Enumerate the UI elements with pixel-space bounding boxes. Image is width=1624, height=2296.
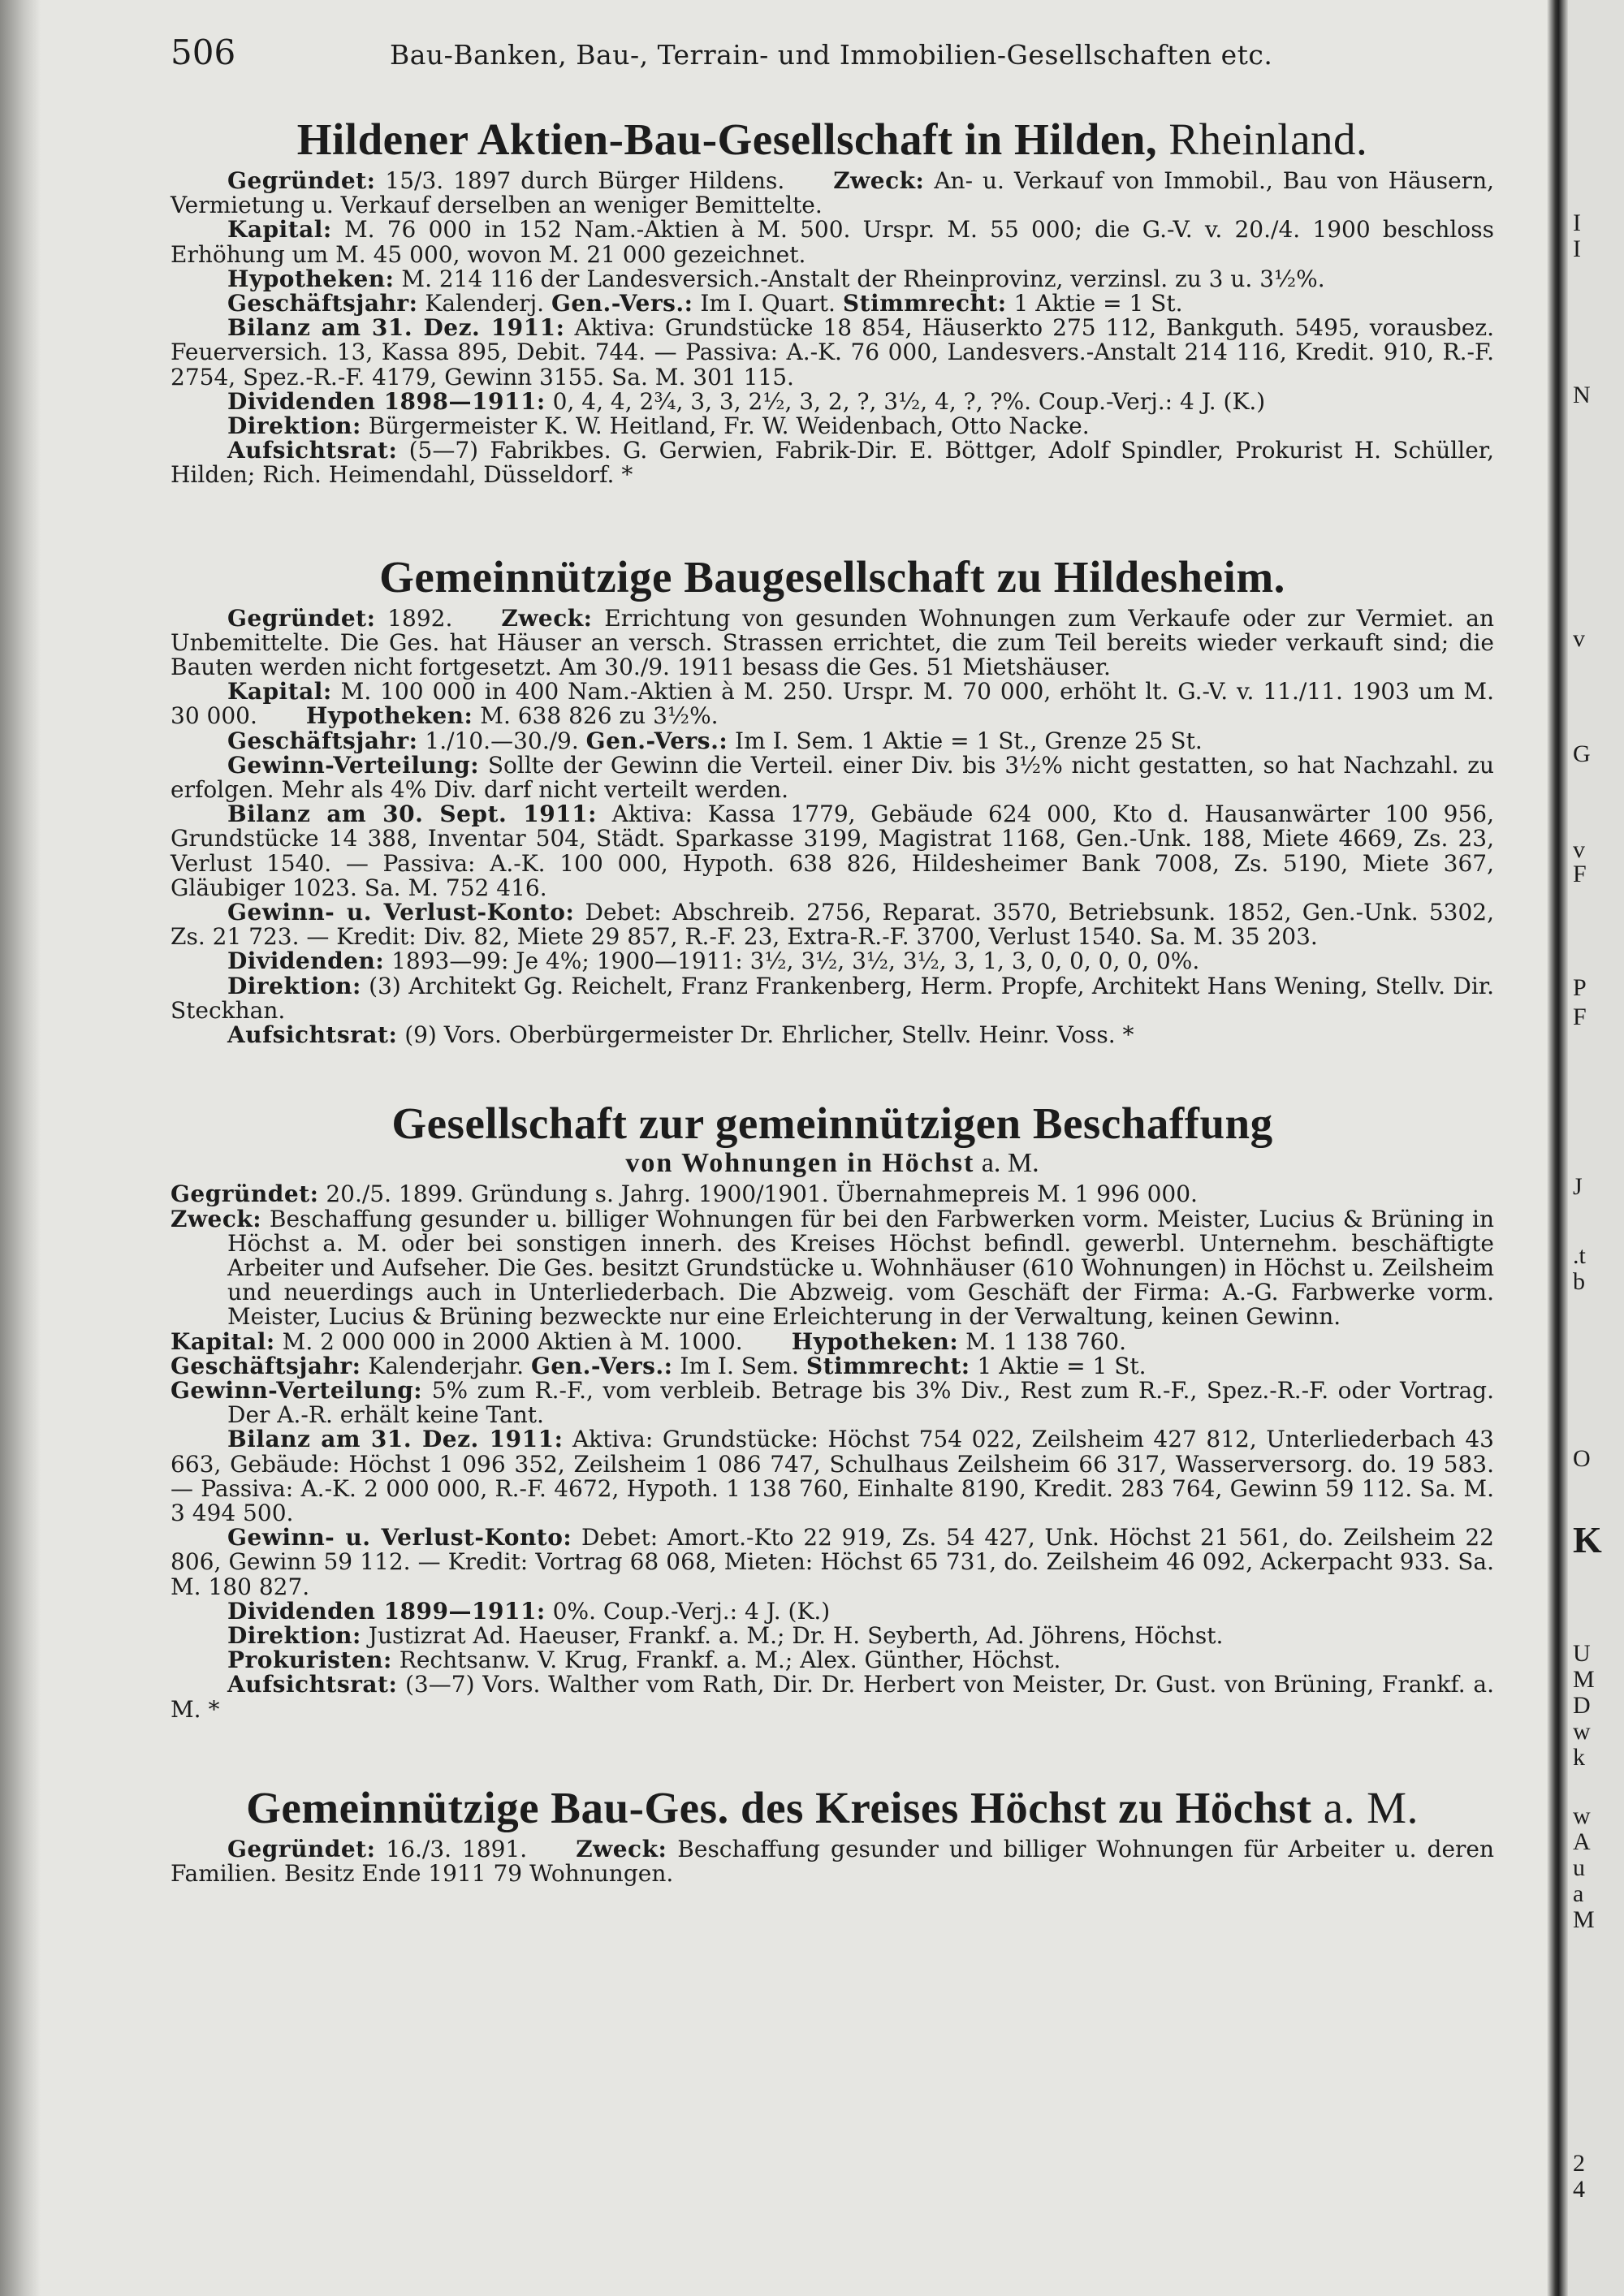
next-page-fragment: O: [1573, 1445, 1591, 1472]
next-page-fragment: P: [1573, 974, 1587, 1001]
entry-title: Gemeinnützige Bau-Ges. des Kreises Höchst zu Höchst a. M.: [246, 1782, 1419, 1832]
entry-field: Geschäftsjahr: 1./10.—30./9. Gen.-Vers.: Im I. Sem. 1 Aktie = 1 St., Grenze 25 St.: [227, 727, 1203, 754]
next-page-fragment: M: [1573, 1666, 1595, 1693]
entry-field: Aufsichtsrat: (9) Vors. Oberbürgermeister Dr. Ehrlicher, Stellv. Heinr. Voss. *: [227, 1021, 1134, 1049]
next-page-fragment: .t: [1573, 1242, 1586, 1269]
entry-field: Zweck: Beschaffung gesunder u. billiger Wohnungen für bei den Farbwerken vorm. Meister, Lucius & Brüning in Höchst a. M. oder bei sonstigen innerh. des Kreises Höchst befindl. gewerbl. Unternehm. beschäftigte Arbeiter und Aufseher. Die Ges. besitzt Grundstücke u. Wohnhäuser (610 Wohnungen) in Höchst u. Zeilsheim und neuerdings auch in Unterliederbach. Die Abzweig. vom Geschäft der Firma: A.-G. Farbwerke vorm. Meister, Lucius & Brüning bezweckte nur eine Erleichterung in der Verwaltung, keinen Gewinn.: [171, 1205, 1494, 1331]
book-fold-shadow: [1547, 0, 1568, 2296]
company-entry: [171, 1779, 1494, 1886]
next-page-fragment: N: [1573, 382, 1591, 408]
entry-field: Dividenden 1898—1911: 0, 4, 4, 2¾, 3, 3, 2½, 3, 2, ?, 3½, 4, ?, ?%. Coup.-Verj.: 4 J. (K.): [227, 387, 1266, 415]
company-entry: [171, 548, 1494, 1048]
entry-field: Bilanz am 30. Sept. 1911: Aktiva: Kassa 1779, Gebäude 624 000, Kto d. Hausanwärter 100 956, Grundstücke 14 388, Inventar 504, Städt. Sparkasse 3199, Magistrat 1168, Gen.-Unk. 188, Miete 4669, Zs. 23, Verlust 1540. — Passiva: A.-K. 100 000, Hypoth. 638 826, Hildesheimer Bank 7008, Zs. 5190, Miete 367, Gläubiger 1023. Sa. M. 752 416.: [171, 801, 1495, 901]
next-page-fragment: K: [1573, 1519, 1602, 1560]
entry-field: Gegründet: 16./3. 1891. Zweck: Beschaffung gesunder und billiger Wohnungen für Arbeiter u. deren Familien. Besitz Ende 1911 79 Wohnungen.: [171, 1835, 1495, 1887]
entry-field: Dividenden 1899—1911: 0%. Coup.-Verj.: 4 J. (K.): [227, 1597, 831, 1625]
next-page-fragment: I: [1573, 209, 1581, 236]
entry-title: Gemeinnützige Baugesellschaft zu Hildesheim.: [379, 551, 1285, 602]
entry-title: Gesellschaft zur gemeinnützigen Beschaffung: [391, 1098, 1273, 1149]
next-page-fragment: A: [1573, 1828, 1591, 1855]
entry-field: Kapital: M. 100 000 in 400 Nam.-Aktien à M. 250. Urspr. M. 70 000, erhöht lt. G.-V. v. 11./11. 1903 um M. 30 000. Hypotheken: M. 638 826 zu 3½%.: [171, 678, 1494, 730]
company-entry: [171, 1094, 1494, 1721]
entry-field: Direktion: Bürgermeister K. W. Heitland, Fr. W. Weidenbach, Otto Nacke.: [227, 412, 1090, 440]
next-page-fragment: F: [1573, 861, 1587, 887]
page-number: 506: [171, 32, 236, 72]
next-page-fragment: k: [1573, 1744, 1585, 1771]
next-page-fragment: v: [1573, 836, 1585, 863]
entry-body: [171, 1182, 1494, 1721]
entry-field: Gewinn- u. Verlust-Konto: Debet: Abschreib. 2756, Reparat. 3570, Betriebsunk. 1852, Gen.-Unk. 5302, Zs. 21 723. — Kredit: Div. 82, Miete 29 857, R.-F. 23, Extra-R.-F. 3700, Verlust 1540. Sa. M. 35 203.: [171, 899, 1495, 951]
entry-field: Gegründet: 15/3. 1897 durch Bürger Hildens. Zweck: An- u. Verkauf von Immobil., Bau von Häusern, Vermietung u. Verkauf derselben an weniger Bemittelte.: [171, 167, 1494, 219]
next-page-fragment: J: [1573, 1173, 1583, 1200]
entry-field: Gegründet: 1892. Zweck: Errichtung von gesunden Wohnungen zum Verkaufe oder zur Vermiet. an Unbemittelte. Die Ges. hat Häuser an versch. Strassen errichtet, die zum Teil bereits wieder verkauft sind; die Bauten werden nicht fortgesetzt. Am 30./9. 1911 besass die Ges. 51 Mietshäuser.: [171, 604, 1494, 681]
entry-field: Gewinn-Verteilung: 5% zum R.-F., vom verbleib. Betrage bis 3% Div., Rest zum R.-F., Spez.-R.-F. oder Vortrag. Der A.-R. erhält keine Tant.: [171, 1376, 1494, 1429]
entry-field: Aufsichtsrat: (5—7) Fabrikbes. G. Gerwien, Fabrik-Dir. E. Böttger, Adolf Spindler, Prokurist H. Schüller, Hilden; Rich. Heimendahl, Düsseldorf. *: [171, 437, 1494, 489]
entry-field: Geschäftsjahr: Kalenderjahr. Gen.-Vers.: Im I. Sem. Stimmrecht: 1 Aktie = 1 St.: [171, 1352, 1147, 1379]
entry-field: Kapital: M. 76 000 in 152 Nam.-Aktien à M. 500. Urspr. M. 55 000; die G.-V. v. 20./4. 1900 beschloss Erhöhung um M. 45 000, wovon M. 21 000 gezeichnet.: [171, 216, 1494, 268]
company-entry: [171, 110, 1494, 488]
running-title: Bau-Banken, Bau-, Terrain- und Immobilien-Gesellschaften etc.: [390, 39, 1273, 71]
next-page-fragment: U: [1573, 1640, 1591, 1667]
entry-body: [171, 606, 1494, 1048]
next-page-edge: [1568, 0, 1624, 2296]
next-page-fragment: w: [1573, 1802, 1591, 1829]
next-page-fragment: a: [1573, 1880, 1584, 1907]
next-page-fragment: 4: [1573, 2176, 1585, 2203]
next-page-fragment: I: [1573, 235, 1581, 262]
entry-subtitle: von Wohnungen in Höchst a. M.: [625, 1148, 1039, 1179]
next-page-fragment: v: [1573, 625, 1585, 652]
page-content: [171, 32, 1494, 1886]
page-gutter-shadow: [0, 0, 41, 2296]
running-head: [171, 32, 1494, 81]
next-page-fragment: 2: [1573, 2150, 1585, 2177]
next-page-fragment: G: [1573, 740, 1591, 767]
entry-field: Gewinn-Verteilung: Sollte der Gewinn die Verteil. einer Div. bis 3½% nicht gestatten, so hat Nachzahl. zu erfolgen. Mehr als 4% Div. darf nicht verteilt werden.: [171, 751, 1494, 804]
entry-field: Kapital: M. 2 000 000 in 2000 Aktien à M. 1000. Hypotheken: M. 1 138 760.: [171, 1327, 1126, 1355]
entry-field: Direktion: (3) Architekt Gg. Reichelt, Franz Frankenberg, Herm. Propfe, Architekt Hans Wening, Stellv. Dir. Steckhan.: [171, 972, 1494, 1024]
next-page-fragment: F: [1573, 1003, 1587, 1030]
entry-field: Prokuristen: Rechtsanw. V. Krug, Frankf. a. M.; Alex. Günther, Höchst.: [227, 1646, 1061, 1674]
entry-field: Gegründet: 20./5. 1899. Gründung s. Jahrg. 1900/1901. Übernahmepreis M. 1 996 000.: [171, 1180, 1198, 1208]
entry-field: Bilanz am 31. Dez. 1911: Aktiva: Grundstücke 18 854, Häuserkto 275 112, Bankguth. 5495, vorausbez. Feuerversich. 13, Kassa 895, Debit. 744. — Passiva: A.-K. 76 000, Landesvers.-Anstalt 214 116, Kredit. 910, R.-F. 2754, Spez.-R.-F. 4179, Gewinn 3155. Sa. M. 301 115.: [171, 314, 1494, 391]
entry-field: Aufsichtsrat: (3—7) Vors. Walther vom Rath, Dir. Dr. Herbert von Meister, Dr. Gust. von Brüning, Frankf. a. M. *: [171, 1671, 1494, 1723]
next-page-fragment: w: [1573, 1718, 1591, 1745]
entry-body: [171, 1837, 1494, 1886]
entry-field: Geschäftsjahr: Kalenderj. Gen.-Vers.: Im I. Quart. Stimmrecht: 1 Aktie = 1 St.: [227, 290, 1183, 317]
entry-field: Bilanz am 31. Dez. 1911: Aktiva: Grundstücke: Höchst 754 022, Zeilsheim 427 812, Unterliederbach 43 663, Gebäude: Höchst 1 096 352, Zeilsheim 1 086 747, Schulhaus Zeilsheim 66 317, Wasserversorg. do. 19 583. — Passiva: A.-K. 2 000 000, R.-F. 4672, Hypoth. 1 138 760, Einhalte 8190, Kredit. 283 764, Gewinn 59 112. Sa. M. 3 494 500.: [171, 1426, 1494, 1526]
next-page-fragment: u: [1573, 1854, 1585, 1881]
next-page-fragment: b: [1573, 1268, 1585, 1295]
entry-field: Gewinn- u. Verlust-Konto: Debet: Amort.-Kto 22 919, Zs. 54 427, Unk. Höchst 21 561, do. Zeilsheim 22 806, Gewinn 59 112. — Kredit: Vortrag 68 068, Mieten: Höchst 65 731, do. Zeilsheim 46 092, Ackerpacht 933. Sa. M. 180 827.: [171, 1524, 1494, 1600]
next-page-fragment: D: [1573, 1692, 1591, 1719]
entry-field: Dividenden: 1893—99: Je 4%; 1900—1911: 3½, 3½, 3½, 3½, 3, 1, 3, 0, 0, 0, 0, 0%.: [227, 947, 1200, 975]
entry-title: Hildener Aktien-Bau-Gesellschaft in Hilden, Rheinland.: [296, 114, 1368, 164]
next-page-fragment: M: [1573, 1906, 1595, 1933]
entry-body: [171, 169, 1494, 488]
entry-field: Direktion: Justizrat Ad. Haeuser, Frankf. a. M.; Dr. H. Seyberth, Ad. Jöhrens, Höchst.: [227, 1621, 1224, 1649]
entry-field: Hypotheken: M. 214 116 der Landesversich.-Anstalt der Rheinprovinz, verzinsl. zu 3 u. 3½%.: [227, 265, 1325, 292]
